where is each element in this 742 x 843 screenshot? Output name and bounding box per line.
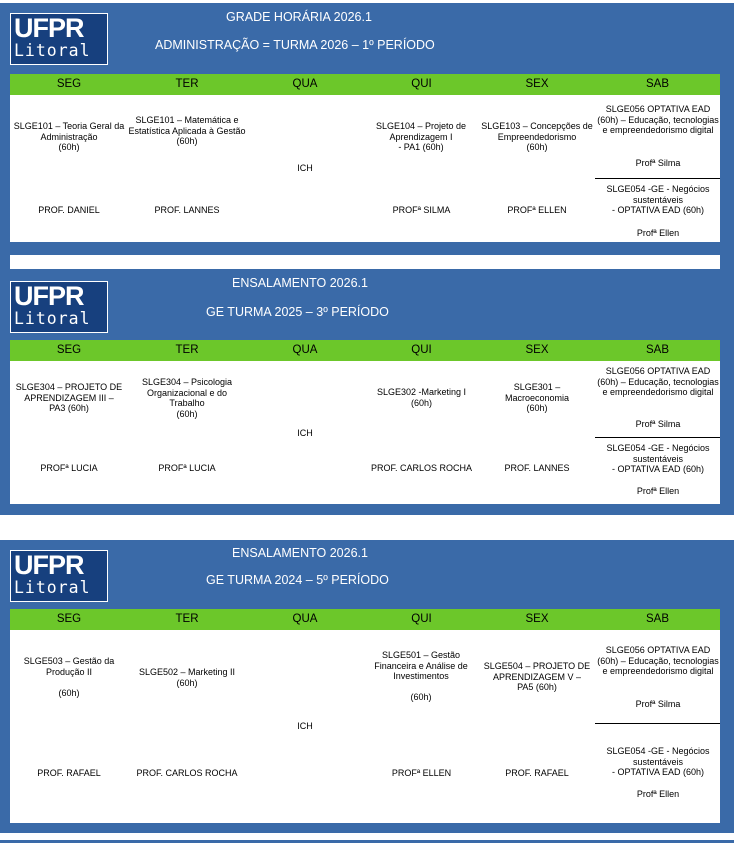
ter-professor: PROF. CARLOS ROCHA	[136, 768, 238, 778]
weekday-header-row	[10, 74, 720, 95]
sab-optativa-2: SLGE054 -GE - Negócios sustentáveis - OPTATIVA EAD (60h)	[606, 746, 710, 777]
day-header-sab: SAB	[645, 344, 669, 356]
day-header-ter: TER	[175, 344, 199, 356]
sex-professor: PROF. RAFAEL	[505, 768, 569, 778]
day-header-sex: SEX	[525, 344, 549, 356]
qui-course: SLGE501 – Gestão Financeira e Análise de Investimentos (60h)	[374, 650, 468, 702]
sab-optativa-2-prof: Profª Ellen	[636, 228, 680, 238]
ter-course: SLGE304 – Psicologia Organizacional e do Trabalho (60h)	[141, 377, 233, 419]
sab-optativa-1-prof: Profª Silma	[635, 699, 681, 709]
block-subtitle: GE TURMA 2025 – 3º PERÍODO	[206, 305, 389, 319]
schedule-block-2	[0, 271, 734, 515]
day-header-qua: QUA	[292, 78, 318, 90]
ter-professor: PROFª LUCIA	[158, 463, 216, 473]
day-header-seg: SEG	[56, 78, 82, 90]
qua-ich: ICH	[297, 163, 313, 173]
day-header-sab: SAB	[645, 78, 669, 90]
day-header-sab: SAB	[645, 613, 669, 625]
day-header-ter: TER	[175, 78, 199, 90]
block-footer-strip	[10, 517, 720, 539]
sab-optativa-1: SLGE056 OPTATIVA EAD (60h) – Educação, tecnologias e empreendedorismo digital	[597, 366, 719, 397]
day-header-ter: TER	[175, 613, 199, 625]
schedule-block-1	[0, 3, 734, 271]
sab-optativa-2: SLGE054 -GE - Negócios sustentáveis - OPTATIVA EAD (60h)	[606, 443, 710, 474]
seg-professor: PROF. RAFAEL	[37, 768, 101, 778]
sab-optativa-2-prof: Profª Ellen	[636, 789, 680, 799]
sex-course: SLGE301 – Macroeconomia (60h)	[504, 382, 570, 413]
ter-course: SLGE502 – Marketing II (60h)	[138, 667, 236, 688]
qua-ich: ICH	[297, 428, 313, 438]
day-header-qua: QUA	[292, 613, 318, 625]
seg-course: SLGE503 – Gestão da Produção II (60h)	[23, 656, 115, 698]
sab-optativa-2-prof: Profª Ellen	[636, 486, 680, 496]
ter-course: SLGE101 – Matemática e Estatística Aplicada à Gestão (60h)	[128, 115, 246, 146]
day-header-sex: SEX	[525, 613, 549, 625]
schedule-body	[10, 630, 720, 823]
sex-professor: PROF. LANNES	[504, 463, 570, 473]
qui-professor: PROF. CARLOS ROCHA	[370, 463, 473, 473]
weekday-header-row	[10, 609, 720, 630]
day-header-qua: QUA	[292, 344, 318, 356]
ter-professor: PROF. LANNES	[154, 205, 220, 215]
block-title: GRADE HORÁRIA 2026.1	[226, 10, 372, 24]
sex-course: SLGE103 – Concepções de Empreendedorismo (60h)	[481, 121, 593, 152]
schedule-block-3	[0, 540, 734, 833]
qui-professor: PROFª ELLEN	[391, 768, 452, 778]
sex-course: SLGE504 – PROJETO DE APRENDIZAGEM V – PA5 (60h)	[483, 661, 591, 692]
sab-optativa-2: SLGE054 -GE - Negócios sustentáveis - OPTATIVA EAD (60h)	[606, 184, 710, 215]
day-header-seg: SEG	[56, 344, 82, 356]
block-subtitle: GE TURMA 2024 – 5º PERÍODO	[206, 573, 389, 587]
block-title: ENSALAMENTO 2026.1	[232, 276, 368, 290]
schedule-body	[10, 361, 720, 504]
qui-course: SLGE104 – Projeto de Aprendizagem I - PA1 (60h)	[375, 121, 467, 152]
ufpr-litoral-logo: UFPR Litoral	[10, 281, 108, 333]
qui-course: SLGE302 -Marketing I (60h)	[376, 387, 467, 408]
seg-course: SLGE304 – PROJETO DE APRENDIZAGEM III – PA3 (60h)	[15, 382, 123, 413]
sab-optativa-1: SLGE056 OPTATIVA EAD (60h) – Educação, tecnologias e empreendedorismo digital	[597, 104, 719, 135]
sab-optativa-1: SLGE056 OPTATIVA EAD (60h) – Educação, tecnologias e empreendedorismo digital	[597, 645, 719, 676]
block-title: ENSALAMENTO 2026.1	[232, 546, 368, 560]
sab-divider	[595, 437, 720, 438]
schedule-body	[10, 95, 720, 242]
sex-professor: PROFª ELLEN	[507, 205, 567, 215]
qua-ich: ICH	[297, 721, 313, 731]
block-footer-strip	[10, 255, 720, 269]
sab-optativa-1-prof: Profª Silma	[635, 158, 681, 168]
day-header-qui: QUI	[411, 344, 432, 356]
seg-course: SLGE101 – Teoria Geral da Administração (60h)	[13, 121, 125, 152]
sab-divider	[595, 178, 720, 179]
seg-professor: PROFª LUCIA	[40, 463, 98, 473]
ufpr-litoral-logo: UFPR Litoral	[10, 550, 108, 602]
weekday-header-row	[10, 340, 720, 361]
day-header-seg: SEG	[56, 613, 82, 625]
day-header-qui: QUI	[411, 613, 432, 625]
block-subtitle: ADMINISTRAÇÃO = TURMA 2026 – 1º PERÍODO	[155, 38, 435, 52]
day-header-sex: SEX	[525, 78, 549, 90]
seg-professor: PROF. DANIEL	[38, 205, 100, 215]
ufpr-litoral-logo: UFPR Litoral	[10, 13, 108, 65]
sab-divider	[595, 723, 720, 724]
day-header-qui: QUI	[411, 78, 432, 90]
sab-optativa-1-prof: Profª Silma	[635, 419, 681, 429]
qui-professor: PROFª SILMA	[392, 205, 451, 215]
